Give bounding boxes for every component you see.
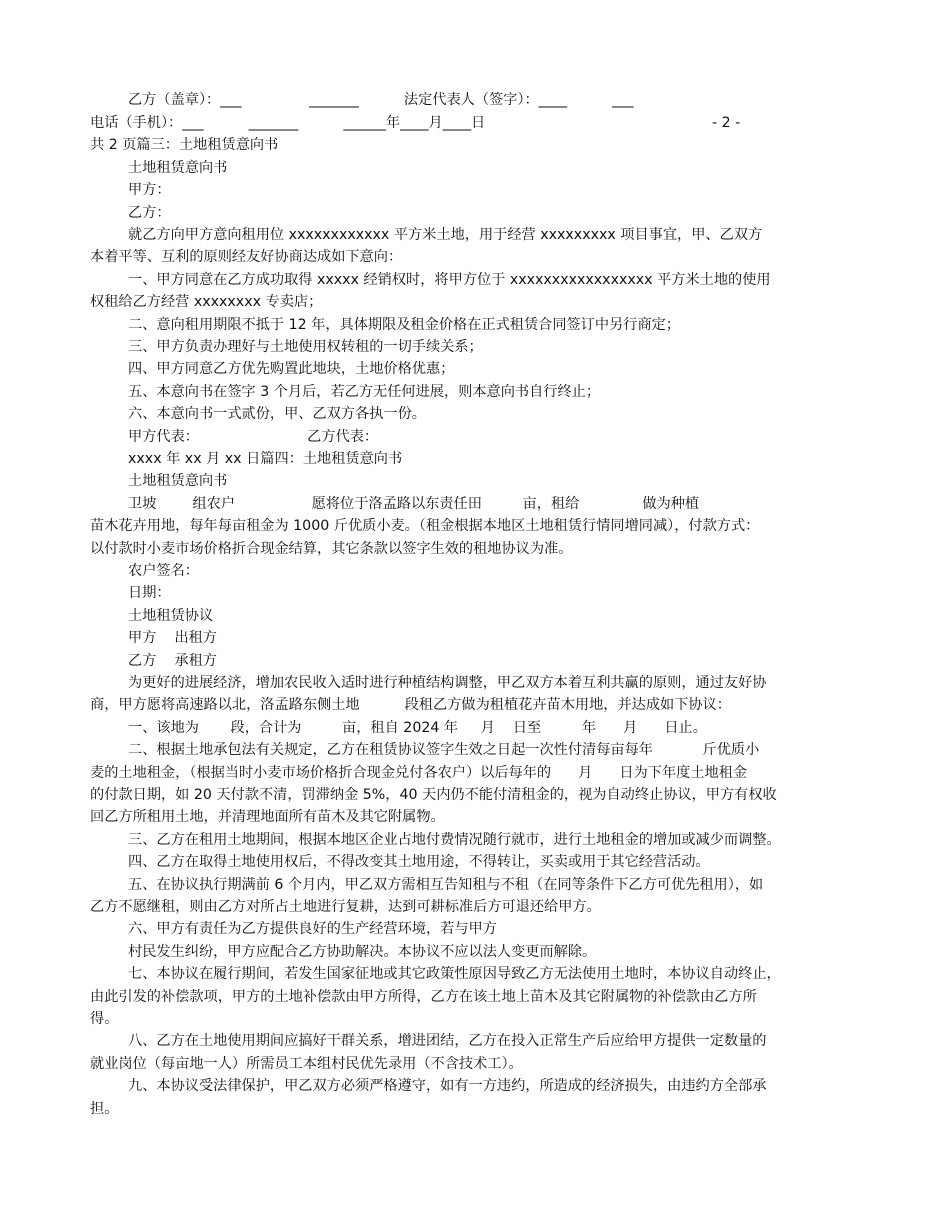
- text-line: 担。: [90, 1101, 119, 1117]
- text-line: 七、本协议在履行期间，若发生国家征地或其它政策性原因导致乙方无法使用土地时，本协议自动终止，: [128, 966, 781, 982]
- text-line: 乙方不愿继租，则由乙方对所占土地进行复耕，达到可耕标准后方可退还给甲方。: [90, 899, 601, 915]
- text-line: 乙方：: [128, 205, 171, 221]
- text-line: 乙方（盖章）：___ _______ 法定代表人（签字）：____ ___: [128, 92, 634, 108]
- text-line: 苗木花卉用地，每年每亩租金为 1000 斤优质小麦。（租金根据本地区土地租赁行情同增同减），付款方式：: [90, 518, 760, 534]
- text-line: 本着平等、互利的原则经友好协商达成如下意向：: [90, 249, 403, 265]
- text-line: 甲方代表： 乙方代表：: [128, 429, 379, 445]
- text-line: 权租给乙方经营 xxxxxxxx 专卖店；: [90, 294, 323, 310]
- text-line: 村民发生纠纷，甲方应配合乙方协助解决。本协议不应以法人变更而解除。: [128, 944, 597, 960]
- text-line: 二、意向租用期限不抵于 12 年，具体期限及租金价格在正式租赁合同签订中另行商定；: [128, 317, 681, 333]
- text-line: 由此引发的补偿款项，甲方的土地补偿款由甲方所得，乙方在该土地上苗木及其它附属物的补偿款由乙方所: [90, 989, 757, 1005]
- text-line: 土地租赁协议: [128, 608, 214, 624]
- text-line: 五、在协议执行期满前 6 个月内，甲乙双方需相互告知租与不租（在同等条件下乙方可优先租用），如: [128, 877, 764, 893]
- text-line: 甲方 出租方: [128, 630, 217, 646]
- text-line: 以付款时小麦市场价格折合现金结算，其它条款以签字生效的租地协议为准。: [90, 541, 573, 557]
- text-line: 六、甲方有责任为乙方提供良好的生产经营环境，若与甲方: [128, 921, 497, 937]
- text-line: 二、根据土地承包法有关规定，乙方在租赁协议签字生效之日起一次性付清每亩每年 斤优质小: [128, 742, 760, 758]
- text-line: 回乙方所租用土地，并清理地面所有苗木及其它附属物。: [90, 809, 445, 825]
- text-line: 日期：: [128, 585, 171, 601]
- text-line: 甲方：: [128, 182, 171, 198]
- text-line: xxxx 年 xx 月 xx 日篇四：土地租赁意向书: [128, 451, 403, 467]
- text-line: 三、乙方在租用土地期间，根据本地区企业占地付费情况随行就市，进行土地租金的增加或减少而调整。: [128, 832, 781, 848]
- text-line: 就乙方向甲方意向租用位 xxxxxxxxxxxx 平方米土地，用于经营 xxxxxxxxx 项目事宜，甲、乙双方: [128, 227, 763, 243]
- text-line: 得。: [90, 1011, 119, 1027]
- text-line: 八、乙方在土地使用期间应搞好干群关系，增进团结，乙方在投入正常生产后应给甲方提供一定数量的: [128, 1033, 767, 1049]
- text-line: 五、本意向书在签字 3 个月后，若乙方无任何进展，则本意向书自行终止；: [128, 384, 601, 400]
- text-line: 麦的土地租金，（根据当时小麦市场价格折合现金兑付各农户）以后每年的 月 日为下年度土地租金: [90, 765, 748, 781]
- text-line: 土地租赁意向书: [128, 160, 228, 176]
- text-line: 三、甲方负责办理好与土地使用权转租的一切手续关系；: [128, 339, 483, 355]
- text-line: 卫坡 组农户 愿将位于洛孟路以东责任田 亩，租给 做为种植: [128, 496, 700, 512]
- text-line: 共 2 页篇三：土地租赁意向书: [90, 137, 279, 153]
- text-line: 电话（手机）：___ _______ ______年____月____日: [90, 115, 486, 131]
- page-number: - 2 -: [712, 115, 741, 131]
- text-line: 乙方 承租方: [128, 653, 217, 669]
- text-line: 一、甲方同意在乙方成功取得 xxxxx 经销权时，将甲方位于 xxxxxxxxxxxxxxxxx 平方米土地的使用: [128, 272, 771, 288]
- text-line: 商，甲方愿将高速路以北，洛孟路东侧土地 段租乙方做为租植花卉苗木用地，并达成如下协议：: [90, 697, 731, 713]
- text-line: 九、本协议受法律保护，甲乙双方必须严格遵守，如有一方违约，所造成的经济损失，由违约方全部承: [128, 1078, 767, 1094]
- text-line: 就业岗位（每亩地一人）所需员工本组村民优先录用（不含技术工）。: [90, 1056, 523, 1072]
- text-line: 四、乙方在取得土地使用权后，不得改变其土地用途，不得转让，买卖或用于其它经营活动。: [128, 854, 710, 870]
- text-line: 土地租赁意向书: [128, 473, 228, 489]
- text-line: 六、本意向书一式贰份，甲、乙双方各执一份。: [128, 406, 426, 422]
- text-line: 四、甲方同意乙方优先购置此地块，土地价格优惠；: [128, 361, 455, 377]
- text-line: 的付款日期，如 20 天付款不清，罚滞纳金 5%，40 天内仍不能付清租金的，视为自动终止协议，甲方有权收: [90, 787, 777, 803]
- text-line: 农户签名：: [128, 563, 199, 579]
- text-line: 为更好的进展经济，增加农民收入适时进行种植结构调整，甲乙双方本着互利共赢的原则，通过友好协: [128, 675, 767, 691]
- text-line: 一、该地为 段，合计为 亩，租自 2024 年 月 日至 年 月 日止。: [128, 720, 707, 736]
